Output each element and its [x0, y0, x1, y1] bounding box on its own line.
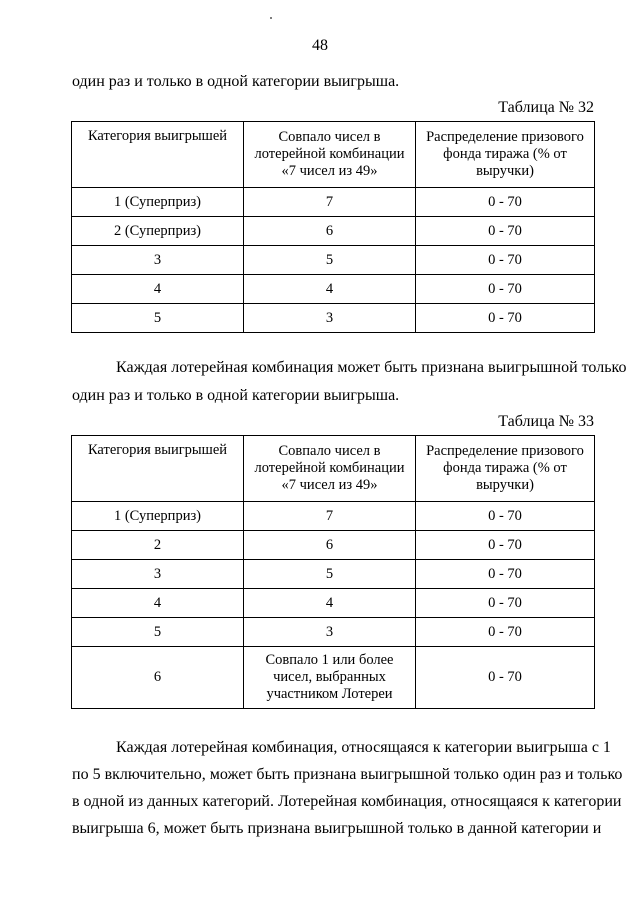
- paragraph-2-line-2: один раз и только в одной категории выигрыша.: [72, 387, 400, 404]
- cell-distribution: 0 - 70: [416, 647, 595, 709]
- table-33: [71, 435, 595, 709]
- table-row: [72, 502, 595, 531]
- cell-matched: 3: [244, 618, 416, 647]
- cell-category: 5: [72, 618, 244, 647]
- cell-category: 5: [72, 304, 244, 333]
- paragraph-3-line-1: Каждая лотерейная комбинация, относящаяся к категории выигрыша с 1: [116, 739, 611, 756]
- table-row: [72, 275, 595, 304]
- paragraph-2-line-1: Каждая лотерейная комбинация может быть признана выигрышной только: [116, 359, 627, 376]
- cell-matched: 4: [244, 275, 416, 304]
- cell-distribution: 0 - 70: [416, 246, 595, 275]
- cell-category: 4: [72, 589, 244, 618]
- table-header-row: [72, 436, 595, 502]
- cell-matched: 5: [244, 560, 416, 589]
- header-matched: Совпало чисел в лотерейной комбинации «7 чисел из 49»: [244, 122, 416, 188]
- cell-category: 1 (Суперприз): [72, 188, 244, 217]
- cell-matched: 7: [244, 502, 416, 531]
- paragraph-3-line-3: в одной из данных категорий. Лотерейная комбинация, относящаяся к категории: [72, 793, 622, 810]
- header-matched: Совпало чисел в лотерейной комбинации «7 чисел из 49»: [244, 436, 416, 502]
- cell-distribution: 0 - 70: [416, 589, 595, 618]
- cell-distribution: 0 - 70: [416, 304, 595, 333]
- paragraph-3-line-2: по 5 включительно, может быть признана выигрышной только один раз и только: [72, 766, 623, 783]
- cell-distribution: 0 - 70: [416, 217, 595, 246]
- cell-matched: 5: [244, 246, 416, 275]
- table-row: [72, 217, 595, 246]
- cell-category: 4: [72, 275, 244, 304]
- table-row: [72, 246, 595, 275]
- cell-distribution: 0 - 70: [416, 560, 595, 589]
- header-distribution: Распределение призового фонда тиража (% от выручки): [416, 122, 595, 188]
- table-row: [72, 304, 595, 333]
- table-32-caption: Таблица № 32: [498, 99, 594, 116]
- table-33-caption: Таблица № 33: [498, 413, 594, 430]
- cell-distribution: 0 - 70: [416, 531, 595, 560]
- intro-text: один раз и только в одной категории выигрыша.: [72, 73, 400, 90]
- table-row: [72, 531, 595, 560]
- cell-matched: 6: [244, 531, 416, 560]
- cell-category: 1 (Суперприз): [72, 502, 244, 531]
- cell-category: 2: [72, 531, 244, 560]
- cell-matched: 3: [244, 304, 416, 333]
- table-row: [72, 188, 595, 217]
- table-row: [72, 618, 595, 647]
- cell-category: 2 (Суперприз): [72, 217, 244, 246]
- scan-speck: [270, 17, 272, 19]
- cell-matched: 7: [244, 188, 416, 217]
- page-number: 48: [312, 37, 328, 54]
- cell-distribution: 0 - 70: [416, 502, 595, 531]
- table-header-row: [72, 122, 595, 188]
- cell-distribution: 0 - 70: [416, 618, 595, 647]
- cell-category: 3: [72, 246, 244, 275]
- header-category: Категория выигрышей: [72, 436, 244, 502]
- cell-matched: 6: [244, 217, 416, 246]
- table-32: [71, 121, 595, 333]
- cell-distribution: 0 - 70: [416, 188, 595, 217]
- cell-matched: 4: [244, 589, 416, 618]
- header-distribution: Распределение призового фонда тиража (% от выручки): [416, 436, 595, 502]
- table-row: [72, 647, 595, 709]
- table-row: [72, 589, 595, 618]
- cell-category: 6: [72, 647, 244, 709]
- cell-category: 3: [72, 560, 244, 589]
- cell-distribution: 0 - 70: [416, 275, 595, 304]
- paragraph-3-line-4: выигрыша 6, может быть признана выигрышной только в данной категории и: [72, 820, 602, 837]
- cell-matched: Совпало 1 или более чисел, выбранных участником Лотереи: [244, 647, 416, 709]
- table-row: [72, 560, 595, 589]
- header-category: Категория выигрышей: [72, 122, 244, 188]
